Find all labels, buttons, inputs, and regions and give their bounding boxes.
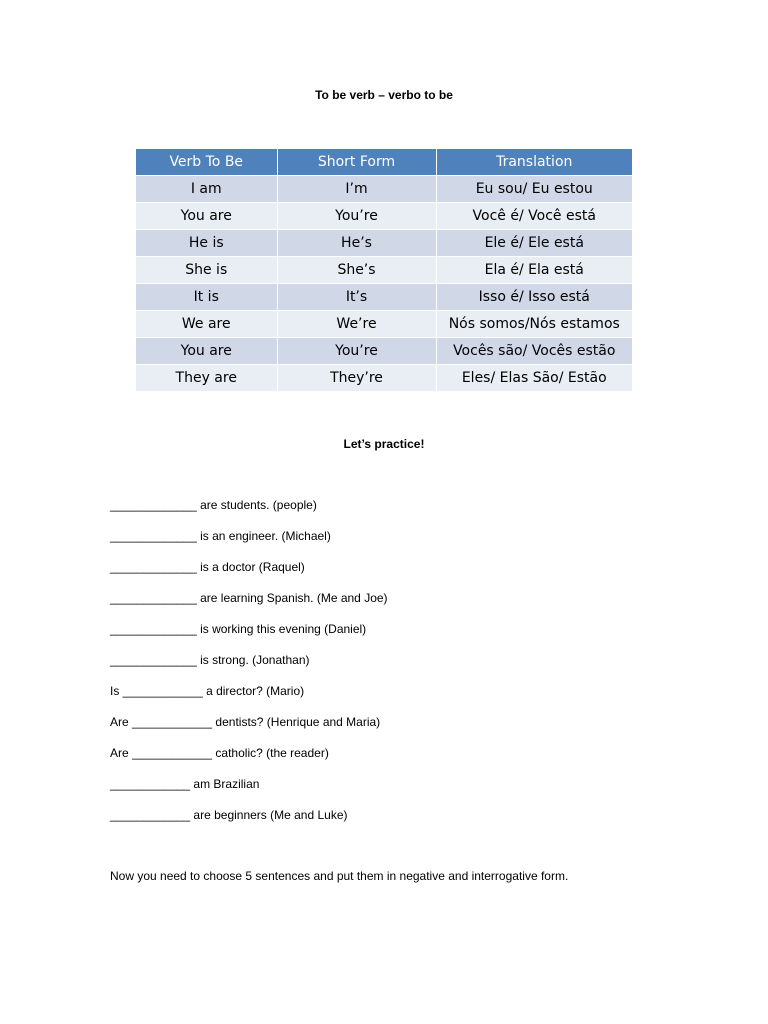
header-short-form: Short Form [277,149,436,176]
exercise-item: _____________ are learning Spanish. (Me and Joe) [110,591,388,605]
short-form-cell: You’re [277,203,436,230]
table-row [136,284,632,311]
verb-to-be-table [136,149,632,391]
table-row [136,311,632,338]
translation-cell: Eles/ Elas São/ Estão [436,365,632,392]
translation-cell: Isso é/ Isso está [436,284,632,311]
table-row [136,203,632,230]
short-form-cell: She’s [277,257,436,284]
table-row [136,338,632,365]
verb-cell: You are [136,338,277,365]
header-verb-to-be: Verb To Be [136,149,277,176]
short-form-cell: You’re [277,338,436,365]
short-form-cell: They’re [277,365,436,392]
exercise-item: Are ____________ catholic? (the reader) [110,746,329,760]
verb-cell: We are [136,311,277,338]
short-form-cell: We’re [277,311,436,338]
exercise-item: ____________ am Brazilian [110,777,260,791]
verb-cell: She is [136,257,277,284]
short-form-cell: It’s [277,284,436,311]
translation-cell: Ela é/ Ela está [436,257,632,284]
short-form-cell: I’m [277,176,436,203]
exercise-item: _____________ is working this evening (Daniel) [110,622,367,636]
exercise-item: Are ____________ dentists? (Henrique and Maria) [110,715,381,729]
exercise-list [110,497,388,838]
translation-cell: Você é/ Você está [436,203,632,230]
verb-cell: He is [136,230,277,257]
verb-cell: It is [136,284,277,311]
translation-cell: Eu sou/ Eu estou [436,176,632,203]
exercise-item: _____________ is strong. (Jonathan) [110,653,310,667]
document-title: To be verb – verbo to be [315,88,453,102]
verb-cell: You are [136,203,277,230]
exercise-item: _____________ are students. (people) [110,498,317,512]
table-row [136,365,632,392]
table-row [136,176,632,203]
short-form-cell: He’s [277,230,436,257]
instruction-text: Now you need to choose 5 sentences and put them in negative and interrogative form. [110,869,569,883]
verb-cell: They are [136,365,277,392]
translation-cell: Vocês são/ Vocês estão [436,338,632,365]
exercise-item: ____________ are beginners (Me and Luke) [110,808,348,822]
translation-cell: Ele é/ Ele está [436,230,632,257]
verb-cell: I am [136,176,277,203]
exercise-item: Is ____________ a director? (Mario) [110,684,305,698]
table-row [136,230,632,257]
exercise-item: _____________ is a doctor (Raquel) [110,560,305,574]
translation-cell: Nós somos/Nós estamos [436,311,632,338]
table-header-row [136,149,632,176]
table-row [136,257,632,284]
exercise-item: _____________ is an engineer. (Michael) [110,529,331,543]
practice-heading: Let’s practice! [343,437,425,451]
header-translation: Translation [436,149,632,176]
